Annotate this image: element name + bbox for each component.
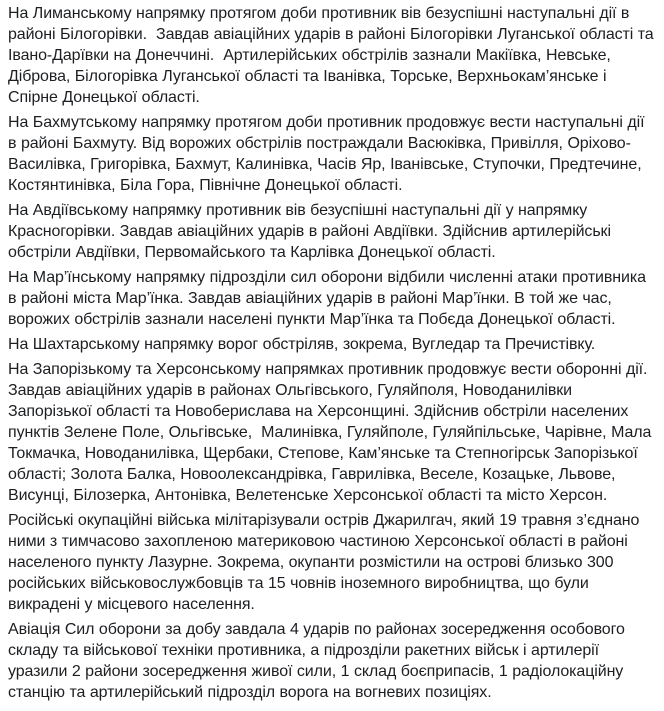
paragraph-lyman-direction: На Лиманському напрямку протягом доби противник вів безуспішні наступальні дії в районі Білогорівки. Завдав авіаційних ударів в районі Білогорівки Луганської області та Івано-Дарївки на Донеччині. Артилерійських обстрілів зазнали Макіївка, Невське, Діброва, Білогорівка Луганської області та Іванівка, Торське, Верхньокам’янське і Спірне Донецької області. xyxy=(8,5,659,106)
paragraph-defense-aviation-strikes: Авіація Сил оборони за добу завдала 4 ударів по районах зосередження особового складу та військової техніки противника, а підрозділи ракетних військ і артилерії уразили 2 райони зосередження живої сили, 1 склад боєприпасів, 1 радіолокаційну станцію та артилерійський підрозділ ворога на вогневих позиціях. xyxy=(8,621,630,701)
paragraph-dzharylhach-island: Російські окупаційні війська мілітарізували острів Джарилгач, який 19 травня з’єднано ними з тимчасово захопленою материковою частиною Херсонської області в районі населеного пункту Лазурне. Зокрема, окупанти розмістили на острові близько 300 російських військовослужбовців та 15 човнів іноземного виробництва, що були викрадені у місцевого населення. xyxy=(8,512,644,613)
paragraph-zaporizhzhia-kherson-direction: На Запорізькому та Херсонському напрямках противник продовжує вести оборонні дії. Завдав авіаційних ударів в районах Ольгівського, Гуляйполя, Новоданилівки Запорізької області та Новоберислава на Херсонщині. Здійснив обстріли населених пунктів Зелене Поле, Ольгівське, Малинівка, Гуляйполе, Гуляйпільське, Чарівне, Мала Токмачка, Новоданилівка, Щербаки, Степове, Кам’янське та Степногірськ Запорізької області; Золота Балка, Новоолександрівка, Гаврилівка, Веселе, Козацьке, Львове, Висунці, Білозерка, Антонівка, Велетенське Херсонської області та місто Херсон. xyxy=(8,361,656,504)
paragraph-avdiivka-direction: На Авдіївському напрямку противник вів безуспішні наступальні дії у напрямку Красногорівки. Завдав авіаційних ударів в районі Авдіївки. Здійснив артилерійські обстріли Авдіївки, Первомайського та Карлівка Донецької області. xyxy=(8,202,616,261)
paragraph-bakhmut-direction: На Бахмутському напрямку протягом доби противник продовжує вести наступальні дії в районі Бахмуту. Від ворожих обстрілів постраждали Васюківка, Привілля, Оріхово-Василівка, Григорівка, Бахмут, Калинівка, Часів Яр, Іванівське, Ступочки, Предтечине, Костянтинівка, Біла Гора, Північне Донецької області. xyxy=(8,114,654,194)
paragraph-marinka-direction: На Мар’їнському напрямку підрозділи сил оборони відбили численні атаки противника в районі міста Мар’їнка. Завдав авіаційних ударів в районі Мар’їнки. В той же час, ворожих обстрілів зазнали населені пункти Мар’їнка та Побєда Донецької області. xyxy=(8,269,651,328)
paragraph-shakhtarsk-direction: На Шахтарському напрямку ворог обстріляв, зокрема, Вугледар та Пречистівку. xyxy=(8,336,596,353)
